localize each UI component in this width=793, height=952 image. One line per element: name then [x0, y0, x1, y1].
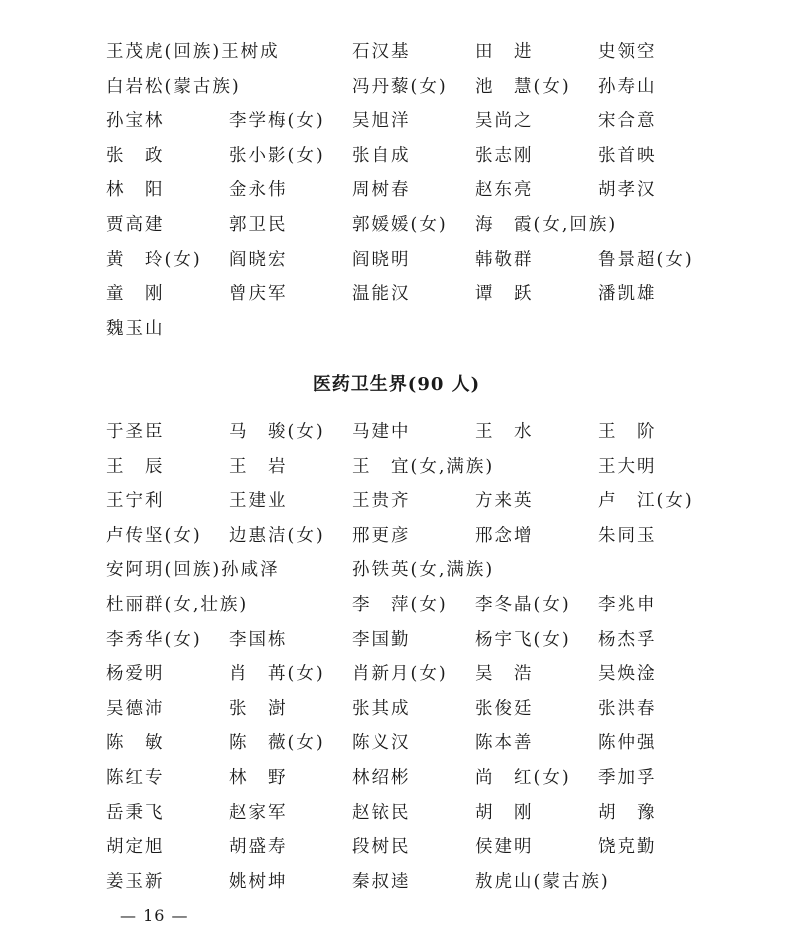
- member-name: 王大明: [598, 456, 657, 477]
- member-name: 赵家军: [229, 802, 288, 823]
- member-name: 曾庆军: [229, 284, 288, 305]
- member-name: 冯丹藜(女): [352, 76, 448, 97]
- member-name: 阎晓宏: [229, 249, 288, 270]
- name-row: [106, 835, 746, 870]
- member-name: 王 宜(女,满族): [352, 456, 495, 477]
- member-name: 谭 跃: [475, 284, 534, 305]
- member-name: 孙铁英(女,满族): [352, 560, 495, 581]
- member-name: 岳秉飞: [106, 802, 165, 823]
- name-row: [106, 697, 746, 732]
- member-name: 边惠洁(女): [229, 525, 325, 546]
- member-name: 王宁利: [106, 491, 165, 512]
- member-name: 姜玉新: [106, 871, 165, 892]
- member-name: 陈 薇(女): [229, 733, 325, 754]
- member-name: 赵铱民: [352, 802, 411, 823]
- member-name: 潘凯雄: [598, 284, 657, 305]
- member-name: 杨杰孚: [598, 629, 657, 650]
- member-name: 陈红专: [106, 767, 165, 788]
- member-name: 卢 江(女): [598, 491, 694, 512]
- member-name: 姚树坤: [229, 871, 288, 892]
- name-row: [106, 213, 746, 248]
- name-row: [106, 455, 746, 490]
- member-name: 于圣臣: [106, 422, 165, 442]
- member-name: 饶克勤: [598, 837, 657, 858]
- member-name: 吴德沛: [106, 698, 165, 719]
- name-row: [106, 40, 746, 75]
- member-name: 孙寿山: [598, 76, 657, 97]
- member-name: 王茂虎(回族)王树成: [106, 42, 280, 62]
- member-name: 胡 豫: [598, 802, 657, 823]
- name-row: [106, 593, 746, 628]
- name-row: [106, 558, 746, 593]
- section-title-medicine-health: 医药卫生界(90 人): [312, 374, 481, 395]
- name-row: [106, 662, 746, 697]
- name-row: [106, 766, 746, 801]
- member-name: 张 政: [106, 145, 165, 166]
- member-name: 史领空: [598, 42, 657, 62]
- member-name: 李国勤: [352, 629, 411, 650]
- member-name: 尚 红(女): [475, 767, 571, 788]
- member-name: 李兆申: [598, 594, 657, 615]
- member-name: 陈 敏: [106, 733, 165, 754]
- name-row: [106, 248, 746, 283]
- member-name: 张 澍: [229, 698, 288, 719]
- member-name: 金永伟: [229, 180, 288, 201]
- member-name: 李国栋: [229, 629, 288, 650]
- name-row: [106, 75, 746, 110]
- member-name: 马 骏(女): [229, 422, 325, 442]
- member-name: 张首映: [598, 145, 657, 166]
- name-row: [106, 317, 746, 352]
- member-name: 杨宇飞(女): [475, 629, 571, 650]
- name-row: [106, 628, 746, 663]
- member-name: 赵东亮: [475, 180, 534, 201]
- member-name: 田 进: [475, 42, 534, 62]
- member-name: 秦叔逵: [352, 871, 411, 892]
- member-name: 季加孚: [598, 767, 657, 788]
- member-name: 王 辰: [106, 456, 165, 477]
- page-number: — 16 —: [120, 906, 189, 925]
- member-name: 陈义汉: [352, 733, 411, 754]
- member-name: 李学梅(女): [229, 111, 325, 132]
- member-name: 马建中: [352, 422, 411, 442]
- member-name: 安阿玥(回族)孙咸泽: [106, 560, 280, 581]
- member-list-medicine-health: [106, 420, 746, 904]
- member-name: 吴旭洋: [352, 111, 411, 132]
- member-name: 吴焕淦: [598, 664, 657, 685]
- member-name: 林 野: [229, 767, 288, 788]
- member-name: 石汉基: [352, 42, 411, 62]
- name-row: [106, 282, 746, 317]
- member-name: 杜丽群(女,壮族): [106, 594, 249, 615]
- member-name: 魏玉山: [106, 318, 165, 339]
- member-name: 李 萍(女): [352, 594, 448, 615]
- member-name: 朱同玉: [598, 525, 657, 546]
- member-name: 陈本善: [475, 733, 534, 754]
- name-row: [106, 489, 746, 524]
- member-name: 侯建明: [475, 837, 534, 858]
- name-row: [106, 178, 746, 213]
- member-list-continued: [106, 40, 746, 351]
- member-name: 白岩松(蒙古族): [106, 76, 241, 97]
- member-name: 李秀华(女): [106, 629, 202, 650]
- name-row: [106, 870, 746, 905]
- name-row: [106, 731, 746, 766]
- member-name: 张志刚: [475, 145, 534, 166]
- member-name: 陈仲强: [598, 733, 657, 754]
- member-name: 林绍彬: [352, 767, 411, 788]
- name-row: [106, 109, 746, 144]
- member-name: 李冬晶(女): [475, 594, 571, 615]
- member-name: 林 阳: [106, 180, 165, 201]
- name-row: [106, 524, 746, 559]
- member-name: 张洪春: [598, 698, 657, 719]
- member-name: 韩敬群: [475, 249, 534, 270]
- member-name: 孙宝林: [106, 111, 165, 132]
- member-name: 肖 苒(女): [229, 664, 325, 685]
- name-row: [106, 420, 746, 455]
- member-name: 邢念增: [475, 525, 534, 546]
- member-name: 王 岩: [229, 456, 288, 477]
- member-name: 周树春: [352, 180, 411, 201]
- name-row: [106, 801, 746, 836]
- member-name: 王建业: [229, 491, 288, 512]
- member-name: 宋合意: [598, 111, 657, 132]
- member-name: 贾高建: [106, 214, 165, 235]
- member-name: 黄 玲(女): [106, 249, 202, 270]
- member-name: 方来英: [475, 491, 534, 512]
- member-name: 吴尚之: [475, 111, 534, 132]
- member-name: 肖新月(女): [352, 664, 448, 685]
- member-name: 胡 刚: [475, 802, 534, 823]
- member-name: 卢传坚(女): [106, 525, 202, 546]
- member-name: 张自成: [352, 145, 411, 166]
- member-name: 胡孝汉: [598, 180, 657, 201]
- member-name: 郭卫民: [229, 214, 288, 235]
- member-name: 王贵齐: [352, 491, 411, 512]
- member-name: 张小影(女): [229, 145, 325, 166]
- member-name: 王 水: [475, 422, 534, 442]
- member-name: 胡盛寿: [229, 837, 288, 858]
- member-name: 郭媛媛(女): [352, 214, 448, 235]
- member-name: 吴 浩: [475, 664, 534, 685]
- member-name: 池 慧(女): [475, 76, 571, 97]
- member-name: 杨爱明: [106, 664, 165, 685]
- member-name: 海 霞(女,回族): [475, 214, 618, 235]
- member-name: 王 阶: [598, 422, 657, 442]
- member-name: 邢更彦: [352, 525, 411, 546]
- name-row: [106, 144, 746, 179]
- member-name: 敖虎山(蒙古族): [475, 871, 610, 892]
- member-name: 童 刚: [106, 284, 165, 305]
- member-name: 段树民: [352, 837, 411, 858]
- member-name: 温能汉: [352, 284, 411, 305]
- member-name: 鲁景超(女): [598, 249, 694, 270]
- member-name: 阎晓明: [352, 249, 411, 270]
- member-name: 张俊廷: [475, 698, 534, 719]
- member-name: 胡定旭: [106, 837, 165, 858]
- member-name: 张其成: [352, 698, 411, 719]
